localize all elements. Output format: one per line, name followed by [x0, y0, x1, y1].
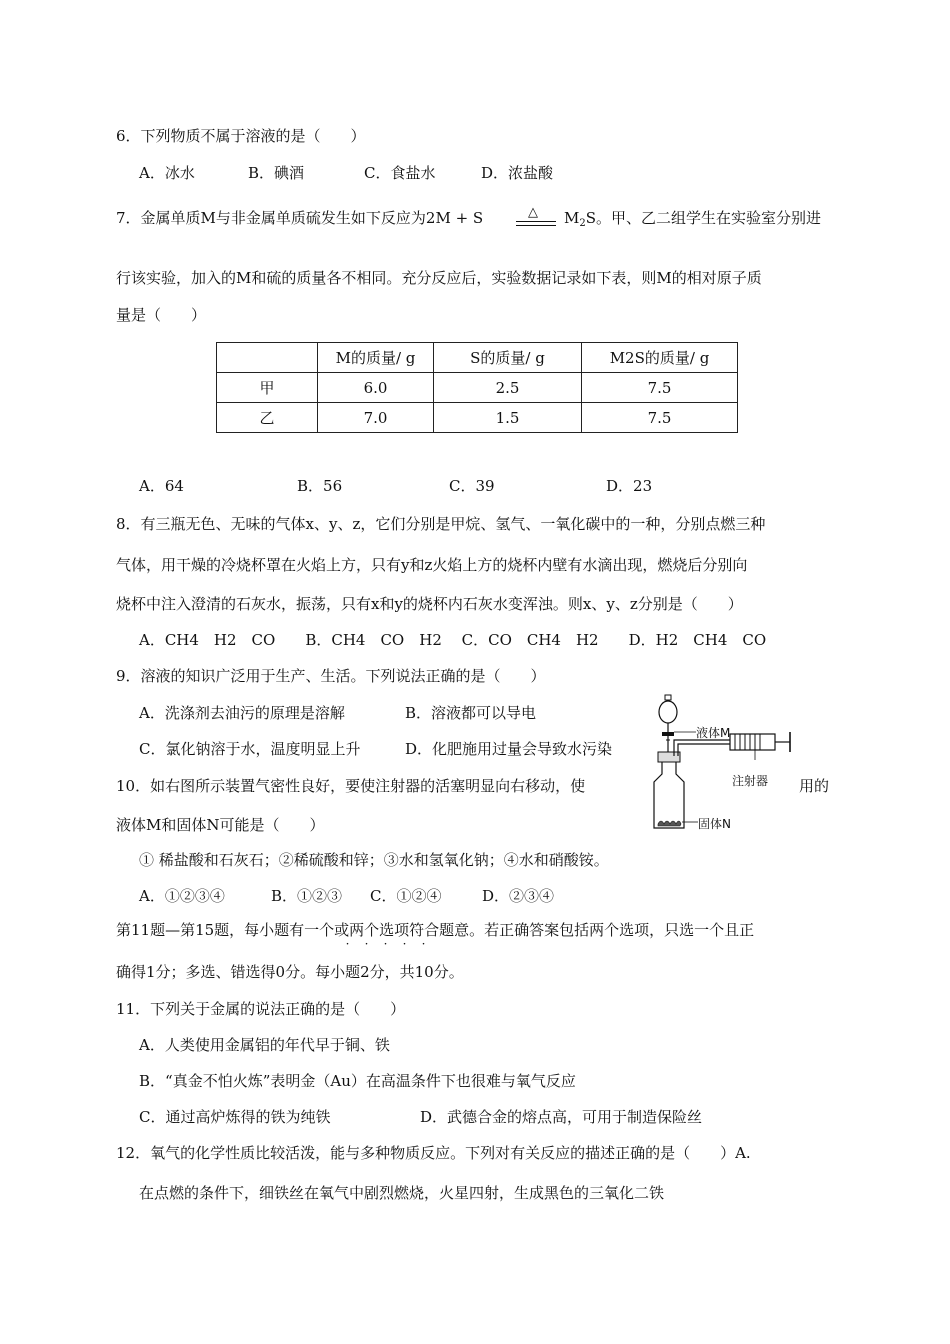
q9-option-d: D．化肥施用过量会导致水污染	[405, 740, 613, 758]
q10-choices: ① 稀盐酸和石灰石；②稀硫酸和锌；③水和氢氧化钠；④水和硝酸铵。	[139, 851, 609, 869]
q8-options: A．CH4 H2 CO B．CH4 CO H2 C．CO CH4 H2 D．H2 CH4 CO	[139, 631, 767, 649]
reaction-condition-symbol	[516, 206, 556, 232]
q7-option-d: D．23	[606, 477, 653, 495]
q6-option-d: D．浓盐酸	[481, 164, 554, 182]
q12-stem-line2: 在点燃的条件下，细铁丝在氧气中剧烈燃烧，火星四射，生成黑色的三氧化二铁	[139, 1184, 665, 1202]
q11-option-a: A．人类使用金属铝的年代早于铜、铁	[139, 1036, 390, 1054]
label-liquid-m: 液体M	[696, 726, 731, 740]
section-instructions-line2: 确得1分；多选、错选得0分。每小题2分，共10分。	[116, 963, 464, 981]
q8-stem-line2: 气体，用干燥的冷烧杯罩在火焰上方，只有y和z火焰上方的烧杯内壁有水滴出现，燃烧后分别向	[116, 556, 748, 574]
label-syringe: 注射器	[732, 774, 769, 788]
emphasis-dots: · · · · ·	[345, 937, 426, 951]
table-header-cell: M2S的质量/ g	[582, 343, 738, 373]
table-cell: 2.5	[434, 373, 582, 403]
q9-option-b: B．溶液都可以导电	[405, 704, 537, 722]
q10-option-b: B．①②③	[271, 887, 343, 905]
label-solid-n: 固体N	[698, 817, 731, 831]
q6-option-c: C．食盐水	[364, 164, 436, 182]
q9-option-a: A．洗涤剂去油污的原理是溶解	[139, 704, 345, 722]
section-instructions-line1: 第11题—第15题，每小题有一个或两个选项符合题意。若正确答案包括两个选项，只选一个且正	[116, 921, 755, 939]
q11-option-b: B．“真金不怕火炼”表明金（Au）在高温条件下也很难与氧气反应	[139, 1072, 576, 1090]
q7-option-b: B．56	[297, 477, 343, 495]
table-cell: 乙	[217, 403, 318, 433]
q8-stem-line3: 烧杯中注入澄清的石灰水，振荡，只有x和y的烧杯内石灰水变浑浊。则x、y、z分别是（ ）	[116, 595, 743, 613]
q10-option-a: A．①②③④	[139, 887, 225, 905]
q7-option-c: C．39	[449, 477, 495, 495]
q11-option-d: D．武德合金的熔点高，可用于制造保险丝	[420, 1108, 703, 1126]
table-cell: 1.5	[434, 403, 582, 433]
q9-stem: 9．溶液的知识广泛用于生产、生活。下列说法正确的是（ ）	[116, 667, 546, 685]
table-cell: 7.5	[582, 373, 738, 403]
apparatus-figure	[640, 690, 800, 840]
table-header-cell: M的质量/ g	[318, 343, 434, 373]
table-header-row	[217, 343, 738, 373]
q10-stem-line1-tail: 用的	[799, 777, 830, 795]
q9-option-c: C．氯化钠溶于水，温度明显上升	[139, 740, 361, 758]
q7-stem-part2: $M_2S$。甲、乙二组学生在实验室分别进	[564, 209, 822, 229]
q11-stem: 11．下列关于金属的说法正确的是（ ）	[116, 1000, 406, 1018]
q10-stem-line1: 10．如右图所示装置气密性良好，要使注射器的活塞明显向右移动，使	[116, 777, 586, 795]
table-cell: 甲	[217, 373, 318, 403]
q6-stem: 6．下列物质不属于溶液的是（ ）	[116, 127, 366, 145]
q10-option-d: D．②③④	[482, 887, 555, 905]
q7-data-table	[216, 342, 738, 433]
table-header-cell	[217, 343, 318, 373]
table-row	[217, 373, 738, 403]
table-cell: 7.5	[582, 403, 738, 433]
q8-stem-line1: 8．有三瓶无色、无味的气体x、y、z，它们分别是甲烷、氢气、一氧化碳中的一种，分别点燃三种	[116, 515, 766, 533]
q7-stem-line3: 量是（ ）	[116, 306, 207, 324]
heating-triangle: △	[528, 205, 538, 220]
q7-stem-part1: 7．金属单质M与非金属单质硫发生如下反应为2M + S	[116, 209, 484, 227]
table-row	[217, 403, 738, 433]
q6-option-a: A．冰水	[139, 164, 195, 182]
q10-option-c: C．①②④	[370, 887, 442, 905]
q12-stem-line1: 12．氧气的化学性质比较活泼，能与多种物质反应。下列对有关反应的描述正确的是（ ）A.	[116, 1144, 751, 1162]
q11-option-c: C．通过高炉炼得的铁为纯铁	[139, 1108, 331, 1126]
q7-option-a: A．64	[139, 477, 184, 495]
q7-stem-line2: 行该实验，加入的M和硫的质量各不相同。充分反应后，实验数据记录如下表，则M的相对原子质	[116, 269, 762, 287]
table-header-cell: S的质量/ g	[434, 343, 582, 373]
table-cell: 7.0	[318, 403, 434, 433]
q10-stem-line2: 液体M和固体N可能是（ ）	[116, 816, 325, 834]
q6-option-b: B．碘酒	[248, 164, 305, 182]
table-cell: 6.0	[318, 373, 434, 403]
